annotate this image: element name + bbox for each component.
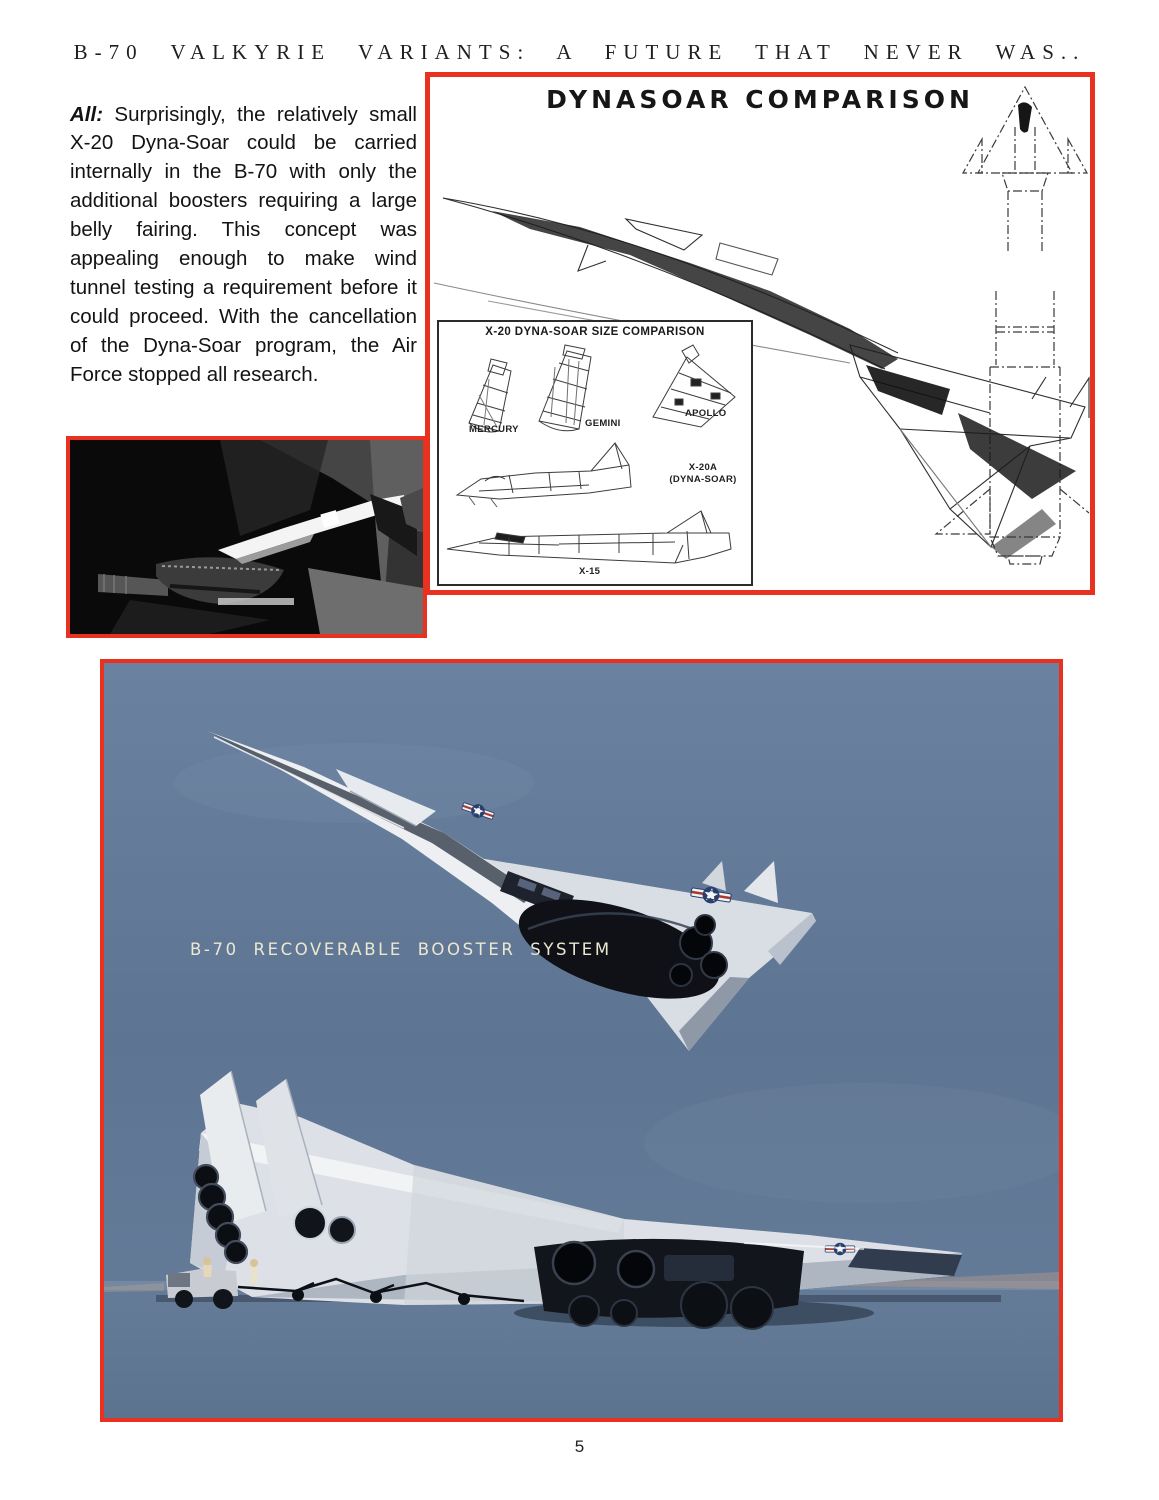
booster-system-painting-figure: [100, 659, 1063, 1422]
booster-system-painting: [104, 663, 1059, 1418]
label-apollo: APOLLO: [685, 408, 727, 419]
dynasoar-figure-title: DYNASOAR COMPARISON: [546, 85, 974, 114]
dynasoar-comparison-figure: [425, 72, 1095, 595]
label-gemini: GEMINI: [585, 418, 621, 429]
glider-canopy-mark: [1018, 102, 1032, 132]
page-number: 5: [574, 1437, 585, 1456]
painting-caption: B-70 RECOVERABLE BOOSTER SYSTEM: [190, 940, 612, 959]
size-comparison-drawing: [439, 322, 751, 584]
windtunnel-photo: [70, 440, 423, 634]
page-title: B-70 VALKYRIE VARIANTS: A FUTURE THAT NEVER WAS..: [73, 40, 1086, 64]
label-x20a: X-20A (DYNA-SOAR): [669, 462, 737, 485]
label-mercury: MERCURY: [469, 424, 519, 435]
lead-label: All:: [70, 102, 104, 126]
article-body-text: Surprisingly, the relatively small X-20 Dyna-Soar could be carried internally in the B-70 with only the additional boosters requiring a large belly fairing. This concept was appealing enough to make wind tunnel testing a requirement before it could proceed. With the cancellation of the Dyna-Soar program, the Air Force stopped all research.: [70, 102, 417, 386]
inset-title: X-20 DYNA-SOAR SIZE COMPARISON: [485, 326, 705, 338]
article-paragraph: [70, 101, 417, 390]
label-x15: X-15: [579, 566, 601, 577]
size-comparison-inset: [437, 320, 753, 586]
windtunnel-photo-figure: [66, 436, 427, 638]
